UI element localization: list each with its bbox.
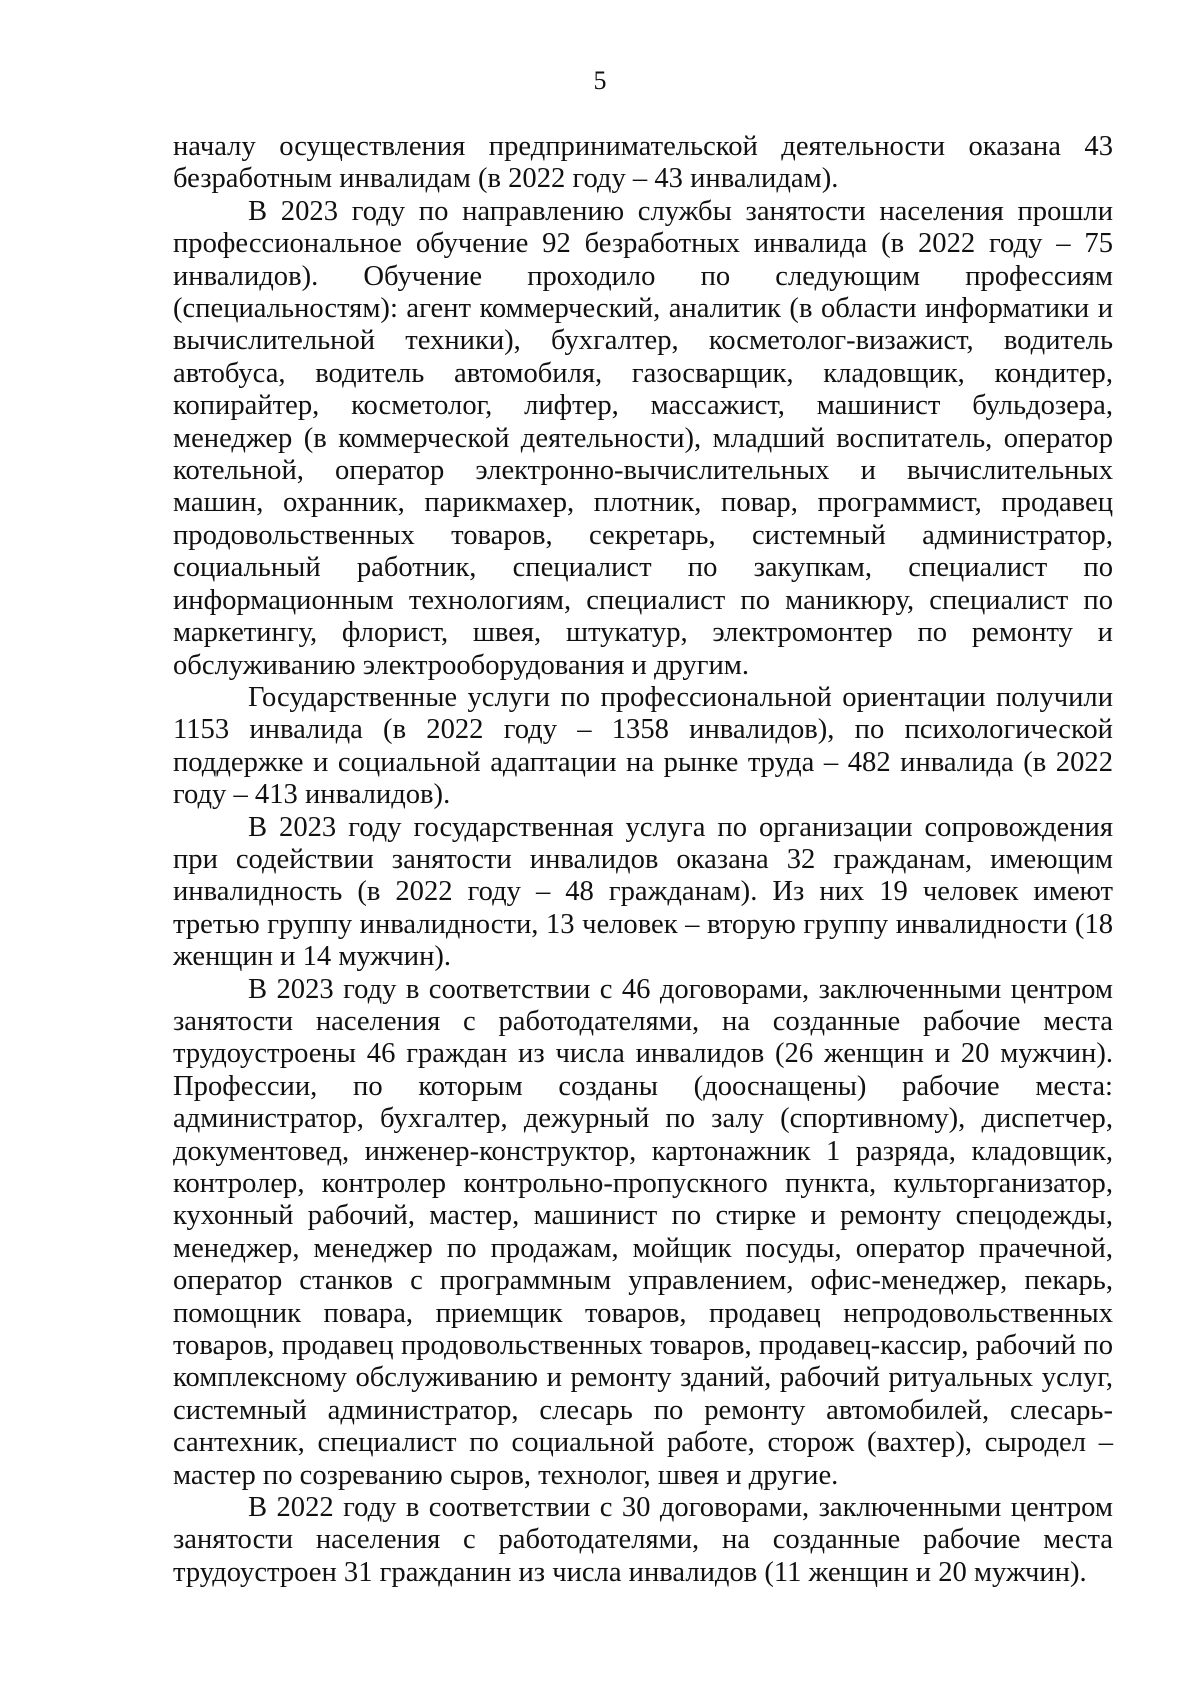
paragraph-workplaces-2023: В 2023 году в соответствии с 46 договорами, заключенными центром занятости населения с работодателями, на созданные рабочие места трудоустроены 46 граждан из числа инвалидов (26 женщин и 20 мужчин). Профессии, по которым созданы (дооснащены) рабочие места: администратор, бухгалтер, дежурный по залу (спортивному), диспетчер, документовед, инженер-конструктор, картонажник 1 разряда, кладовщик, контролер, контролер контрольно-пропускного пункта, культорганизатор, кухонный рабочий, мастер, машинист по стирке и ремонту спецодежды, менеджер, менеджер по продажам, мойщик посуды, оператор прачечной, оператор станков с программным управлением, офис-менеджер, пекарь, помощник повара, приемщик товаров, продавец непродовольственных товаров, продавец продовольственных товаров, продавец-кассир, рабочий по комплексному обслуживанию и ремонту зданий, рабочий ритуальных услуг, системный администратор, слесарь по ремонту автомобилей, слесарь-сантехник, специалист по социальной работе, сторож (вахтер), сыродел – мастер по созреванию сыров, технолог, швея и другие. — [173, 973, 1113, 1491]
paragraph-vocational-training: В 2023 году по направлению службы занятости населения прошли профессиональное обучение 92 безработных инвалида (в 2022 году – 75 инвалидов). Обучение проходило по следующим профессиям (специальностям): агент коммерческий, аналитик (в области информатики и вычислительной техники), бухгалтер, косметолог-визажист, водитель автобуса, водитель автомобиля, газосварщик, кладовщик, кондитер, копирайтер, косметолог, лифтер, массажист, машинист бульдозера, менеджер (в коммерческой деятельности), младший воспитатель, оператор котельной, оператор электронно-вычислительных и вычислительных машин, охранник, парикмахер, плотник, повар, программист, продавец продовольственных товаров, секретарь, системный администратор, социальный работник, специалист по закупкам, специалист по информационным технологиям, специалист по маникюру, специалист по маркетингу, флорист, швея, штукатур, электромонтер по ремонту и обслуживанию электрооборудования и другим. — [173, 195, 1113, 681]
paragraph-workplaces-2022: В 2022 году в соответствии с 30 договорами, заключенными центром занятости населения с работодателями, на созданные рабочие места трудоустроен 31 гражданин из числа инвалидов (11 женщин и 20 мужчин). — [173, 1492, 1113, 1588]
document-body — [173, 131, 1113, 1589]
paragraph-continuation: началу осуществления предпринимательской деятельности оказана 43 безработным инвалидам (в 2022 году – 43 инвалидам). — [173, 131, 1113, 195]
paragraph-employment-support: В 2023 году государственная услуга по организации сопровождения при содействии занятости инвалидов оказана 32 гражданам, имеющим инвалидность (в 2022 году – 48 гражданам). Из них 19 человек имеют третью группу инвалидности, 13 человек – вторую группу инвалидности (18 женщин и 14 мужчин). — [173, 811, 1113, 973]
page-number: 5 — [593, 66, 607, 95]
paragraph-career-guidance: Государственные услуги по профессиональной ориентации получили 1153 инвалида (в 2022 году – 1358 инвалидов), по психологической поддержке и социальной адаптации на рынке труда – 482 инвалида (в 2022 году – 413 инвалидов). — [173, 681, 1113, 811]
